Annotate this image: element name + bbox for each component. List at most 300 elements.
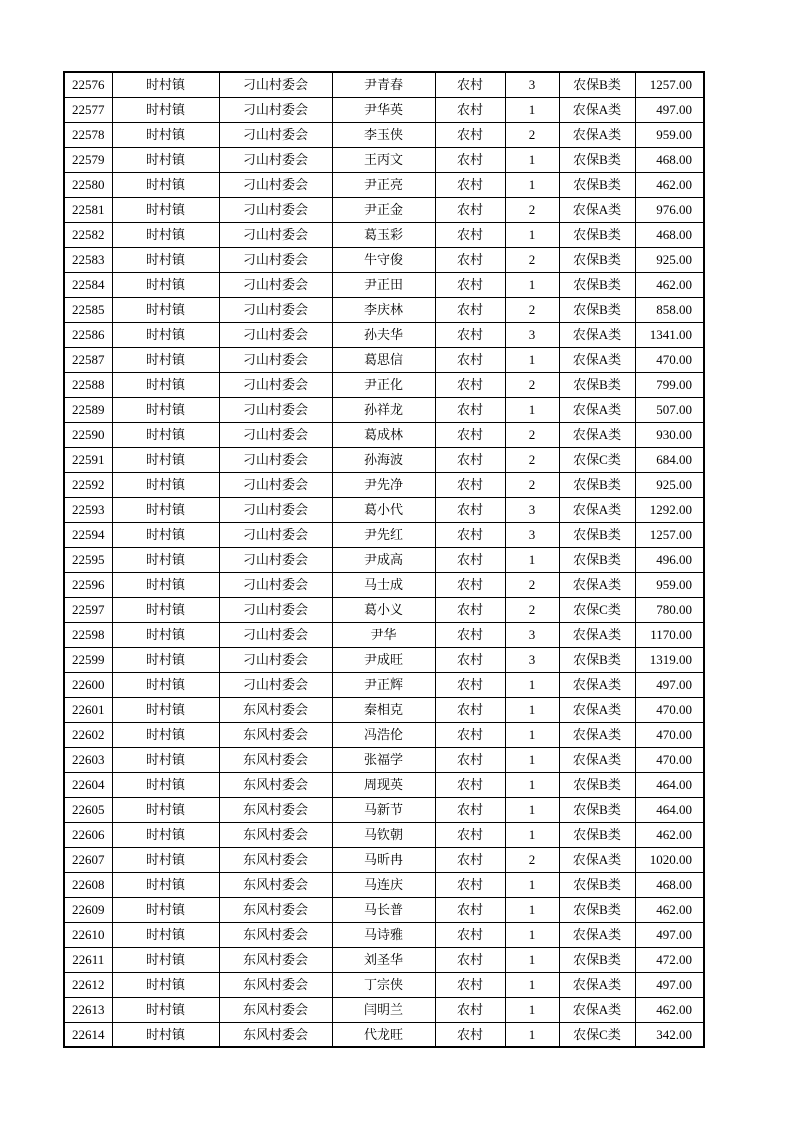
cell-record-number: 22579 [64,147,112,172]
cell-town: 时村镇 [112,97,219,122]
cell-record-number: 22584 [64,272,112,297]
table-row [64,447,704,472]
table-row [64,647,704,672]
cell-residence-type: 农村 [435,422,505,447]
cell-village-committee: 刁山村委会 [219,97,332,122]
cell-residence-type: 农村 [435,672,505,697]
table-row [64,347,704,372]
cell-record-number: 22596 [64,572,112,597]
cell-amount: 468.00 [635,872,704,897]
cell-amount: 496.00 [635,547,704,572]
table-row [64,147,704,172]
cell-person-count: 3 [505,72,559,97]
cell-town: 时村镇 [112,147,219,172]
cell-person-name: 尹先净 [332,472,435,497]
cell-town: 时村镇 [112,997,219,1022]
cell-record-number: 22601 [64,697,112,722]
cell-person-count: 2 [505,847,559,872]
cell-town: 时村镇 [112,772,219,797]
cell-town: 时村镇 [112,822,219,847]
cell-person-count: 1 [505,897,559,922]
cell-person-name: 马诗雅 [332,922,435,947]
cell-person-name: 尹正辉 [332,672,435,697]
cell-insurance-category: 农保B类 [559,647,635,672]
cell-village-committee: 刁山村委会 [219,422,332,447]
cell-person-name: 马长普 [332,897,435,922]
cell-village-committee: 东风村委会 [219,972,332,997]
cell-insurance-category: 农保A类 [559,322,635,347]
cell-town: 时村镇 [112,222,219,247]
cell-residence-type: 农村 [435,797,505,822]
cell-residence-type: 农村 [435,222,505,247]
cell-village-committee: 刁山村委会 [219,447,332,472]
cell-residence-type: 农村 [435,172,505,197]
cell-person-count: 1 [505,722,559,747]
cell-town: 时村镇 [112,247,219,272]
cell-person-name: 葛思信 [332,347,435,372]
cell-person-name: 尹正化 [332,372,435,397]
cell-residence-type: 农村 [435,897,505,922]
cell-insurance-category: 农保B类 [559,472,635,497]
cell-insurance-category: 农保A类 [559,697,635,722]
cell-person-count: 2 [505,197,559,222]
cell-person-count: 1 [505,547,559,572]
cell-town: 时村镇 [112,797,219,822]
table-row [64,422,704,447]
table-row [64,747,704,772]
cell-person-count: 3 [505,622,559,647]
cell-amount: 1292.00 [635,497,704,522]
table-row [64,122,704,147]
cell-person-name: 丁宗侠 [332,972,435,997]
cell-amount: 780.00 [635,597,704,622]
cell-amount: 925.00 [635,247,704,272]
cell-residence-type: 农村 [435,372,505,397]
cell-residence-type: 农村 [435,772,505,797]
cell-amount: 684.00 [635,447,704,472]
cell-village-committee: 东风村委会 [219,747,332,772]
cell-village-committee: 东风村委会 [219,772,332,797]
cell-village-committee: 东风村委会 [219,947,332,972]
cell-record-number: 22603 [64,747,112,772]
cell-village-committee: 刁山村委会 [219,197,332,222]
cell-person-name: 孙夫华 [332,322,435,347]
cell-record-number: 22582 [64,222,112,247]
cell-village-committee: 刁山村委会 [219,147,332,172]
cell-town: 时村镇 [112,922,219,947]
cell-insurance-category: 农保A类 [559,847,635,872]
cell-person-name: 马连庆 [332,872,435,897]
cell-town: 时村镇 [112,72,219,97]
cell-village-committee: 刁山村委会 [219,672,332,697]
cell-village-committee: 东风村委会 [219,872,332,897]
cell-insurance-category: 农保B类 [559,872,635,897]
cell-insurance-category: 农保C类 [559,1022,635,1047]
cell-amount: 507.00 [635,397,704,422]
table-row [64,72,704,97]
table-row [64,372,704,397]
table-row [64,297,704,322]
table-row [64,822,704,847]
table-row [64,572,704,597]
cell-record-number: 22594 [64,522,112,547]
cell-village-committee: 刁山村委会 [219,397,332,422]
cell-amount: 497.00 [635,97,704,122]
cell-residence-type: 农村 [435,297,505,322]
cell-town: 时村镇 [112,422,219,447]
cell-residence-type: 农村 [435,597,505,622]
cell-residence-type: 农村 [435,822,505,847]
cell-residence-type: 农村 [435,497,505,522]
cell-person-name: 尹正田 [332,272,435,297]
cell-residence-type: 农村 [435,1022,505,1047]
table-row [64,222,704,247]
cell-person-count: 1 [505,772,559,797]
cell-residence-type: 农村 [435,397,505,422]
cell-person-name: 尹成高 [332,547,435,572]
table-row [64,597,704,622]
cell-town: 时村镇 [112,747,219,772]
cell-insurance-category: 农保A类 [559,497,635,522]
table-row [64,872,704,897]
cell-amount: 470.00 [635,722,704,747]
cell-village-committee: 刁山村委会 [219,222,332,247]
benefits-table [63,71,705,1048]
table-row [64,322,704,347]
cell-person-count: 2 [505,422,559,447]
table-row [64,922,704,947]
table-row [64,522,704,547]
cell-insurance-category: 农保A类 [559,422,635,447]
cell-person-name: 孙海波 [332,447,435,472]
table-row [64,472,704,497]
cell-person-count: 1 [505,997,559,1022]
cell-person-name: 周现英 [332,772,435,797]
cell-person-count: 2 [505,597,559,622]
table-row [64,397,704,422]
cell-record-number: 22612 [64,972,112,997]
cell-person-count: 1 [505,797,559,822]
cell-insurance-category: 农保B类 [559,247,635,272]
cell-person-name: 马昕冉 [332,847,435,872]
cell-town: 时村镇 [112,397,219,422]
cell-amount: 1319.00 [635,647,704,672]
table-row [64,797,704,822]
cell-person-name: 葛小义 [332,597,435,622]
cell-town: 时村镇 [112,497,219,522]
cell-person-count: 1 [505,347,559,372]
cell-amount: 930.00 [635,422,704,447]
cell-record-number: 22581 [64,197,112,222]
cell-village-committee: 刁山村委会 [219,472,332,497]
cell-amount: 342.00 [635,1022,704,1047]
cell-person-name: 孙祥龙 [332,397,435,422]
cell-insurance-category: 农保A类 [559,672,635,697]
cell-village-committee: 刁山村委会 [219,322,332,347]
cell-insurance-category: 农保C类 [559,597,635,622]
cell-amount: 497.00 [635,972,704,997]
cell-person-count: 2 [505,247,559,272]
cell-record-number: 22577 [64,97,112,122]
cell-amount: 462.00 [635,997,704,1022]
cell-record-number: 22591 [64,447,112,472]
cell-record-number: 22589 [64,397,112,422]
cell-person-name: 闫明兰 [332,997,435,1022]
cell-person-count: 2 [505,297,559,322]
cell-person-name: 马士成 [332,572,435,597]
cell-insurance-category: 农保C类 [559,447,635,472]
cell-amount: 1170.00 [635,622,704,647]
cell-insurance-category: 农保A类 [559,572,635,597]
cell-village-committee: 刁山村委会 [219,172,332,197]
cell-town: 时村镇 [112,172,219,197]
table-row [64,97,704,122]
cell-record-number: 22585 [64,297,112,322]
cell-village-committee: 刁山村委会 [219,597,332,622]
cell-amount: 470.00 [635,347,704,372]
cell-insurance-category: 农保A类 [559,622,635,647]
cell-person-count: 1 [505,172,559,197]
cell-person-count: 3 [505,522,559,547]
cell-record-number: 22602 [64,722,112,747]
cell-person-count: 1 [505,747,559,772]
cell-town: 时村镇 [112,522,219,547]
cell-person-count: 1 [505,697,559,722]
table-row [64,972,704,997]
cell-insurance-category: 农保B类 [559,772,635,797]
cell-record-number: 22588 [64,372,112,397]
cell-village-committee: 刁山村委会 [219,347,332,372]
cell-insurance-category: 农保B类 [559,797,635,822]
table-row [64,272,704,297]
cell-amount: 462.00 [635,822,704,847]
cell-village-committee: 东风村委会 [219,922,332,947]
cell-residence-type: 农村 [435,697,505,722]
table-row [64,247,704,272]
cell-person-name: 李庆林 [332,297,435,322]
cell-village-committee: 刁山村委会 [219,247,332,272]
cell-person-count: 1 [505,922,559,947]
cell-amount: 497.00 [635,672,704,697]
cell-person-count: 3 [505,322,559,347]
cell-amount: 1257.00 [635,72,704,97]
cell-insurance-category: 农保A类 [559,347,635,372]
cell-insurance-category: 农保A类 [559,922,635,947]
cell-amount: 925.00 [635,472,704,497]
cell-person-count: 1 [505,872,559,897]
cell-village-committee: 东风村委会 [219,997,332,1022]
cell-record-number: 22583 [64,247,112,272]
table-row [64,1022,704,1047]
cell-insurance-category: 农保B类 [559,147,635,172]
cell-record-number: 22611 [64,947,112,972]
cell-village-committee: 刁山村委会 [219,272,332,297]
table-row [64,897,704,922]
cell-residence-type: 农村 [435,972,505,997]
cell-person-name: 马新节 [332,797,435,822]
table-row [64,722,704,747]
cell-person-name: 尹先红 [332,522,435,547]
cell-insurance-category: 农保A类 [559,122,635,147]
cell-town: 时村镇 [112,322,219,347]
cell-person-name: 牛守俊 [332,247,435,272]
cell-village-committee: 东风村委会 [219,722,332,747]
cell-insurance-category: 农保A类 [559,397,635,422]
cell-residence-type: 农村 [435,922,505,947]
cell-town: 时村镇 [112,197,219,222]
cell-amount: 462.00 [635,172,704,197]
cell-residence-type: 农村 [435,847,505,872]
table-row [64,672,704,697]
table-row [64,947,704,972]
cell-insurance-category: 农保B类 [559,947,635,972]
cell-amount: 976.00 [635,197,704,222]
table-row [64,847,704,872]
cell-amount: 464.00 [635,772,704,797]
cell-village-committee: 刁山村委会 [219,297,332,322]
cell-residence-type: 农村 [435,247,505,272]
cell-person-name: 张福学 [332,747,435,772]
cell-person-count: 2 [505,572,559,597]
cell-town: 时村镇 [112,447,219,472]
table-row [64,547,704,572]
cell-residence-type: 农村 [435,472,505,497]
cell-town: 时村镇 [112,672,219,697]
cell-residence-type: 农村 [435,447,505,472]
cell-town: 时村镇 [112,847,219,872]
cell-insurance-category: 农保A类 [559,97,635,122]
cell-amount: 462.00 [635,897,704,922]
cell-village-committee: 刁山村委会 [219,622,332,647]
cell-record-number: 22614 [64,1022,112,1047]
cell-person-count: 1 [505,272,559,297]
cell-person-name: 葛成林 [332,422,435,447]
cell-town: 时村镇 [112,547,219,572]
cell-amount: 1341.00 [635,322,704,347]
cell-record-number: 22600 [64,672,112,697]
cell-insurance-category: 农保A类 [559,722,635,747]
cell-amount: 468.00 [635,147,704,172]
cell-amount: 497.00 [635,922,704,947]
cell-record-number: 22595 [64,547,112,572]
cell-residence-type: 农村 [435,522,505,547]
cell-insurance-category: 农保B类 [559,372,635,397]
cell-residence-type: 农村 [435,97,505,122]
cell-record-number: 22610 [64,922,112,947]
cell-amount: 959.00 [635,122,704,147]
cell-village-committee: 刁山村委会 [219,647,332,672]
cell-town: 时村镇 [112,372,219,397]
cell-record-number: 22598 [64,622,112,647]
cell-person-count: 2 [505,122,559,147]
cell-record-number: 22609 [64,897,112,922]
table-row [64,997,704,1022]
cell-person-name: 李玉侠 [332,122,435,147]
cell-record-number: 22590 [64,422,112,447]
cell-person-name: 秦相克 [332,697,435,722]
cell-town: 时村镇 [112,697,219,722]
cell-town: 时村镇 [112,297,219,322]
cell-person-count: 2 [505,372,559,397]
cell-amount: 472.00 [635,947,704,972]
cell-record-number: 22576 [64,72,112,97]
cell-residence-type: 农村 [435,747,505,772]
cell-residence-type: 农村 [435,647,505,672]
cell-residence-type: 农村 [435,347,505,372]
cell-record-number: 22608 [64,872,112,897]
cell-person-name: 王丙文 [332,147,435,172]
cell-residence-type: 农村 [435,872,505,897]
cell-residence-type: 农村 [435,147,505,172]
cell-town: 时村镇 [112,622,219,647]
cell-insurance-category: 农保A类 [559,197,635,222]
cell-insurance-category: 农保B类 [559,72,635,97]
cell-record-number: 22593 [64,497,112,522]
table-body [64,72,704,1047]
cell-person-count: 1 [505,222,559,247]
cell-town: 时村镇 [112,1022,219,1047]
cell-amount: 1020.00 [635,847,704,872]
cell-town: 时村镇 [112,647,219,672]
cell-insurance-category: 农保B类 [559,822,635,847]
cell-person-count: 2 [505,447,559,472]
cell-residence-type: 农村 [435,722,505,747]
cell-village-committee: 东风村委会 [219,847,332,872]
cell-insurance-category: 农保A类 [559,747,635,772]
cell-amount: 858.00 [635,297,704,322]
cell-person-count: 1 [505,822,559,847]
cell-record-number: 22587 [64,347,112,372]
cell-record-number: 22607 [64,847,112,872]
cell-insurance-category: 农保B类 [559,172,635,197]
cell-person-name: 刘圣华 [332,947,435,972]
cell-person-name: 尹青春 [332,72,435,97]
cell-amount: 470.00 [635,747,704,772]
cell-village-committee: 东风村委会 [219,1022,332,1047]
cell-record-number: 22605 [64,797,112,822]
cell-person-name: 尹成旺 [332,647,435,672]
table-row [64,197,704,222]
cell-person-count: 2 [505,472,559,497]
cell-town: 时村镇 [112,122,219,147]
cell-insurance-category: 农保A类 [559,972,635,997]
cell-record-number: 22599 [64,647,112,672]
cell-insurance-category: 农保B类 [559,222,635,247]
cell-residence-type: 农村 [435,997,505,1022]
cell-person-name: 葛玉彩 [332,222,435,247]
cell-record-number: 22606 [64,822,112,847]
cell-person-count: 1 [505,972,559,997]
cell-record-number: 22578 [64,122,112,147]
cell-person-count: 3 [505,497,559,522]
table-row [64,172,704,197]
cell-town: 时村镇 [112,597,219,622]
cell-village-committee: 刁山村委会 [219,122,332,147]
cell-village-committee: 刁山村委会 [219,572,332,597]
cell-person-name: 葛小代 [332,497,435,522]
cell-insurance-category: 农保B类 [559,272,635,297]
cell-amount: 799.00 [635,372,704,397]
cell-amount: 462.00 [635,272,704,297]
cell-residence-type: 农村 [435,272,505,297]
cell-insurance-category: 农保B类 [559,897,635,922]
cell-person-name: 马钦朝 [332,822,435,847]
cell-town: 时村镇 [112,897,219,922]
cell-record-number: 22580 [64,172,112,197]
cell-residence-type: 农村 [435,322,505,347]
cell-person-name: 冯浩伦 [332,722,435,747]
cell-residence-type: 农村 [435,622,505,647]
